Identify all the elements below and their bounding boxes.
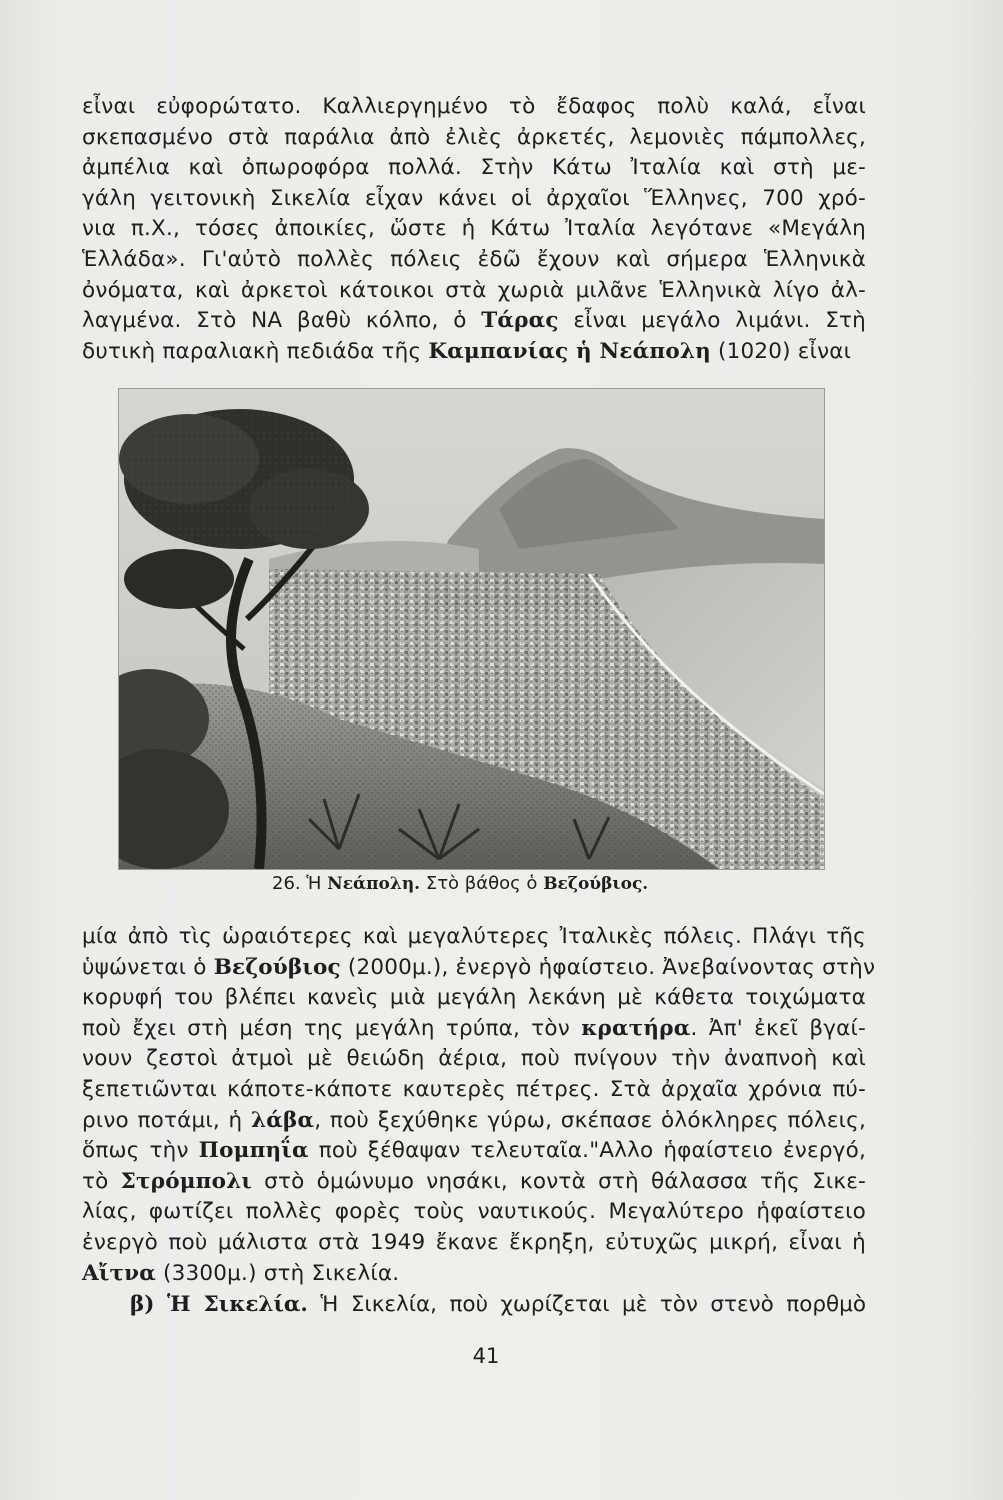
text-line [82, 1136, 866, 1167]
text-line [82, 922, 866, 953]
caption-bold-naples: Νεάπολη. [327, 874, 421, 894]
text-run: ὅπως τὴν [82, 1138, 199, 1164]
top-paragraph [82, 92, 866, 367]
bottom-paragraph [82, 922, 876, 1289]
bold-term: Στρόμπολι [120, 1168, 253, 1194]
text-run: Ἑλλάδα». Γι'αὐτὸ πολλὲς πόλεις ἐδῶ ἔχουν καὶ σήμερα Ἑλληνικὰ [82, 246, 866, 272]
text-run: . Ἀπ' ἐκεῖ βγαί- [690, 1015, 866, 1041]
bold-term: λάβα [251, 1107, 315, 1133]
text-run: ἀμπέλια καὶ ὀπωροφόρα πολλά. Στὴν Κάτω Ἰταλία καὶ στὴ με- [82, 155, 866, 181]
text-run: κορυφή του βλέπει κανεὶς μιὰ μεγάλη λεκάνη μὲ κάθετα τοιχώματα [82, 985, 866, 1011]
text-line [82, 276, 866, 307]
text-line [82, 92, 866, 123]
bold-term: Πομπηΐα [198, 1138, 309, 1164]
text-run: ποὺ ἔχει στὴ μέση της μεγάλη τρύπα, τὸν [82, 1015, 582, 1041]
text-line [82, 1075, 866, 1106]
bold-term: Αἴτνα [82, 1260, 157, 1286]
text-line [82, 1014, 866, 1045]
text-run: σκεπασμένο στὰ παράλια ἀπὸ ἐλιὲς ἀρκετές, λεμονιὲς πάμπολλες, [82, 124, 866, 150]
text-run: νια π.Χ., τόσες ἀποικίες, ὥστε ἡ Κάτω Ἰταλία λεγότανε «Μεγάλη [82, 216, 866, 242]
section-heading-sicily [130, 1290, 866, 1320]
bold-term: κρατήρα [581, 1015, 691, 1041]
text-run: ξεπετιῶνται κάποτε-κάποτε καυτερὲς πέτρες. Στὰ ἀρχαῖα χρόνια πύ- [82, 1076, 866, 1102]
caption-rest: Στὸ βάθος ὁ [425, 873, 538, 894]
text-line [82, 1044, 866, 1075]
text-run: δυτικὴ παραλιακὴ πεδιάδα τῆς [82, 338, 429, 364]
section-title: Ἡ Σικελία. [166, 1292, 308, 1317]
text-run: λίας, φωτίζει πολλὲς φορὲς τοὺς ναυτικούς. Μεγαλύτερο ἡφαίστειο [82, 1199, 866, 1225]
text-run: , ποὺ ξεχύθηκε γύρω, σκέπασε ὁλόκληρες πόλεις, [314, 1107, 867, 1133]
figure-number: 26. [272, 873, 301, 894]
text-line [82, 1167, 866, 1198]
text-run: εἶναι εὐφορώτατο. Καλλιεργημένο τὸ ἔδαφος πολὺ καλά, εἶναι [82, 94, 866, 119]
caption-prefix: Ἡ [306, 873, 322, 894]
text-line [82, 306, 866, 337]
text-run: ὑψώνεται ὁ [82, 954, 214, 980]
text-run: τὸ [82, 1168, 121, 1194]
text-line [82, 153, 866, 184]
text-run: νουν ζεστοὶ ἀτμοὶ μὲ θειώδη ἀέρια, ποὺ πνίγουν τὴν ἀναπνοὴ καὶ [82, 1046, 866, 1072]
text-line [82, 953, 876, 984]
text-line [82, 123, 866, 154]
section-text: Ἡ Σικελία, ποὺ χωρίζεται μὲ τὸν στενὸ πορθμὸ [320, 1292, 866, 1317]
text-run: ἐνεργὸ ποὺ μάλιστα στὰ 1949 ἔκανε ἔκρηξη, εὐτυχῶς μικρή, εἶναι ἡ [82, 1229, 866, 1255]
text-line [82, 1106, 866, 1137]
bold-term: Καμπανίας ἡ Νεάπολη [428, 338, 712, 364]
text-run: λαγμένα. Στὸ ΝΑ βαθὺ κόλπο, ὁ [82, 308, 482, 334]
text-run: ποὺ ξέθαψαν τελευταῖα."Αλλο ἡφαίστειο ἐνεργό, [308, 1138, 866, 1164]
text-run: ὀνόματα, καὶ ἀρκετοὶ κάτοικοι στὰ χωριὰ μιλᾶνε Ἑλληνικὰ λίγο ἀλ- [82, 277, 866, 303]
figure-caption [272, 872, 752, 896]
text-run: γάλη γειτονικὴ Σικελία εἶχαν κάνει οἱ ἀρχαῖοι Ἕλληνες, 700 χρό- [82, 185, 866, 211]
text-run: (2000μ.), ἐνεργὸ ἡφαίστειο. Ἀνεβαίνοντας στὴν [340, 954, 876, 980]
bold-term: Τάρας [481, 308, 559, 334]
text-run: (3300μ.) στὴ Σικελία. [156, 1260, 400, 1286]
text-line [82, 1228, 866, 1259]
text-run: ρινο ποτάμι, ἡ [82, 1107, 252, 1133]
text-line [82, 184, 866, 215]
text-run: (1020) εἶναι [711, 338, 852, 364]
text-line [82, 983, 866, 1014]
bold-term: Βεζούβιος [213, 954, 341, 980]
text-run: μία ἀπὸ τὶς ὡραιότερες καὶ μεγαλύτερες Ἰταλικὲς πόλεις. Πλάγι τῆς [82, 924, 866, 949]
caption-bold-vesuvius: Βεζούβιος. [543, 874, 649, 894]
text-line [82, 214, 866, 245]
section-marker: β) [130, 1292, 155, 1317]
page-number: 41 [472, 1344, 500, 1368]
naples-photograph [118, 388, 825, 870]
text-line [82, 245, 866, 276]
naples-vesuvius-illustration [119, 389, 824, 869]
text-run: στὸ ὁμώνυμο νησάκι, κοντὰ στὴ θάλασσα τῆς Σικε- [252, 1168, 866, 1194]
text-line [82, 1197, 866, 1228]
text-line [82, 1259, 866, 1290]
text-run: εἶναι μεγάλο λιμάνι. Στὴ [558, 308, 866, 334]
text-line [82, 337, 866, 368]
